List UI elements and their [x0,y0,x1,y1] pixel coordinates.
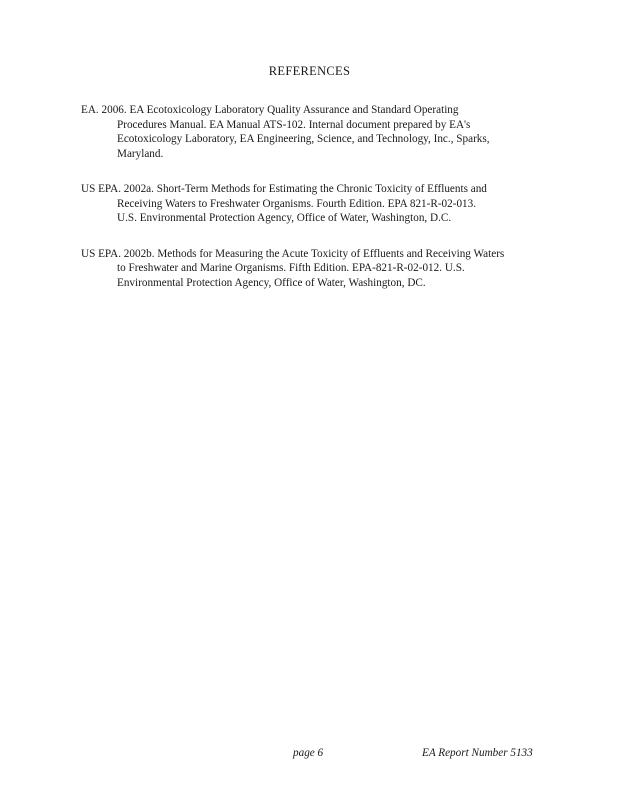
report-number: EA Report Number 5133 [422,747,533,759]
reference-line: U.S. Environmental Protection Agency, Office of Water, Washington, D.C. [117,212,452,224]
reference-line: Procedures Manual. EA Manual ATS-102. Internal document prepared by EA's [117,118,471,131]
page-number: page 6 [293,747,324,759]
reference-line: Environmental Protection Agency, Office of Water, Washington, DC. [117,276,426,289]
reference-entry [81,247,541,291]
references-list [81,103,541,311]
reference-entry [81,103,541,161]
reference-line: EA. 2006. EA Ecotoxicology Laboratory Quality Assurance and Standard Operating [81,104,459,116]
reference-line: Receiving Waters to Freshwater Organisms. Fourth Edition. EPA 821-R-02-013. [117,197,477,210]
reference-entry [81,182,541,226]
reference-line: US EPA. 2002b. Methods for Measuring the Acute Toxicity of Effluents and Receiving Waters [81,247,505,260]
reference-line: to Freshwater and Marine Organisms. Fifth Edition. EPA-821-R-02-012. U.S. [117,262,465,274]
reference-line: Maryland. [117,147,164,160]
reference-line: Ecotoxicology Laboratory, EA Engineering, Science, and Technology, Inc., Sparks, [117,133,490,145]
page-title: REFERENCES [268,64,351,78]
reference-line: US EPA. 2002a. Short-Term Methods for Estimating the Chronic Toxicity of Effluents and [81,183,487,195]
